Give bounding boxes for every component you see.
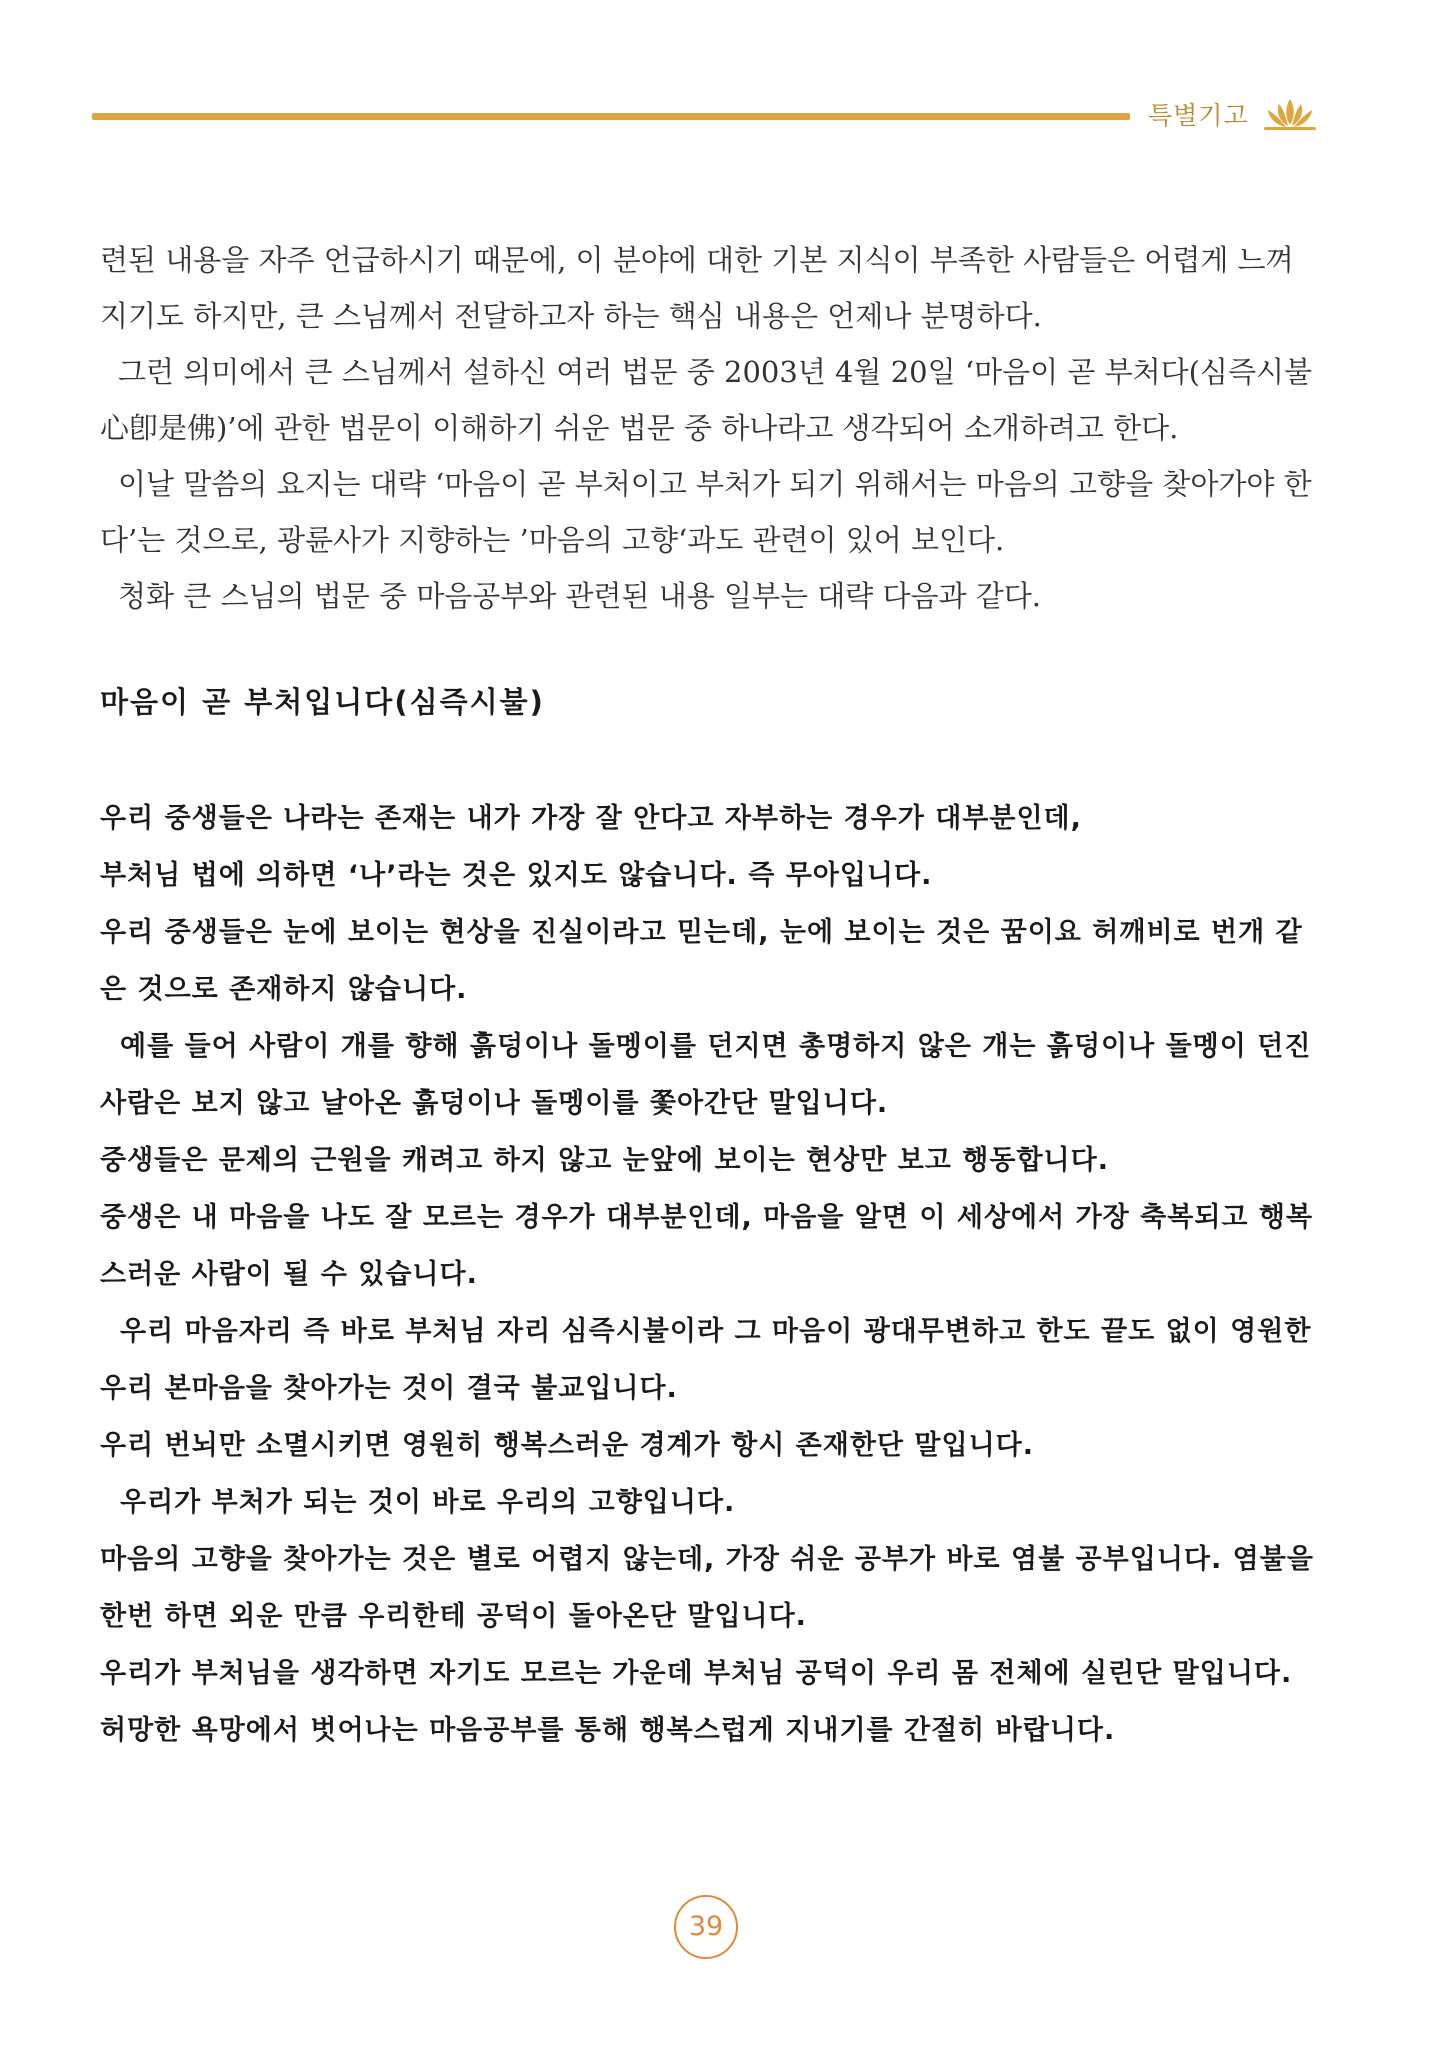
sermon-paragraph: 중생들은 문제의 근원을 캐려고 하지 않고 눈앞에 보이는 현상만 보고 행동합니다. [100, 1145, 1109, 1176]
intro-paragraph: 이날 말씀의 요지는 대략 ‘마음이 곧 부처이고 부처가 되기 위해서는 마음의 고향을 찾아가야 한다’는 것으로, 광륜사가 지향하는 ’마음의 고향‘과도 관련이 있어 보인다. [100, 467, 1312, 557]
sermon-paragraph: 마음의 고향을 찾아가는 것은 별로 어렵지 않는데, 가장 쉬운 공부가 바로 염불 공부입니다. 염불을 한번 하면 외운 만큼 우리한테 공덕이 돌아온단 말입니다. [100, 1544, 1314, 1632]
sermon-paragraph: 허망한 욕망에서 벗어나는 마음공부를 통해 행복스럽게 지내기를 간절히 바랍니다. [100, 1715, 1116, 1746]
intro-paragraph: 그런 의미에서 큰 스님께서 설하신 여러 법문 중 2003년 4월 20일 ‘마음이 곧 부처다(심즉시불 心卽是佛)’에 관한 법문이 이해하기 쉬운 법문 중 하나라고 생각되어 소개하려고 한다. [100, 355, 1312, 445]
sermon-paragraph: 예를 들어 사람이 개를 향해 흙덩이나 돌멩이를 던지면 총명하지 않은 개는 흙덩이나 돌멩이 던진 사람은 보지 않고 날아온 흙덩이나 돌멩이를 쫓아간단 말입니다. [100, 1031, 1312, 1119]
intro-paragraph: 청화 큰 스님의 법문 중 마음공부와 관련된 내용 일부는 대략 다음과 같다. [118, 579, 1042, 613]
sermon-paragraph: 우리 번뇌만 소멸시키면 영원히 행복스러운 경계가 항시 존재한단 말입니다. [100, 1430, 1034, 1461]
sermon-paragraph: 부처님 법에 의하면 ‘나’라는 것은 있지도 않습니다. 즉 무아입니다. [100, 860, 933, 891]
sermon-paragraph: 중생은 내 마음을 나도 잘 모르는 경우가 대부분인데, 마음을 알면 이 세상에서 가장 축복되고 행복스러운 사람이 될 수 있습니다. [100, 1202, 1314, 1290]
page-number: 39 [674, 1895, 738, 1959]
sermon-title: 마음이 곧 부처입니다(심즉시불) [100, 685, 545, 719]
header-rule [92, 113, 1130, 120]
sermon-paragraph: 우리가 부처님을 생각하면 자기도 모르는 가운데 부처님 공덕이 우리 몸 전체에 실린단 말입니다. [100, 1658, 1293, 1689]
sermon-paragraph: 우리 중생들은 눈에 보이는 현상을 진실이라고 믿는데, 눈에 보이는 것은 꿈이요 허깨비로 번개 같은 것으로 존재하지 않습니다. [100, 917, 1303, 1005]
sermon-paragraph: 우리 마음자리 즉 바로 부처님 자리 심즉시불이라 그 마음이 광대무변하고 한도 끝도 없이 영원한 우리 본마음을 찾아가는 것이 결국 불교입니다. [100, 1316, 1312, 1404]
section-label: 특별기고 [1148, 101, 1249, 130]
article-body [100, 232, 1318, 624]
sermon-paragraph: 우리 중생들은 나라는 존재는 내가 가장 잘 안다고 자부하는 경우가 대부분인데, [100, 803, 1082, 834]
lotus-icon [1262, 95, 1318, 131]
sermon-body [100, 790, 1322, 1759]
intro-paragraph: 련된 내용을 자주 언급하시기 때문에, 이 분야에 대한 기본 지식이 부족한 사람들은 어렵게 느껴지기도 하지만, 큰 스님께서 전달하고자 하는 핵심 내용은 언제나 분명하다. [100, 243, 1294, 333]
sermon-paragraph: 우리가 부처가 되는 것이 바로 우리의 고향입니다. [120, 1487, 736, 1518]
